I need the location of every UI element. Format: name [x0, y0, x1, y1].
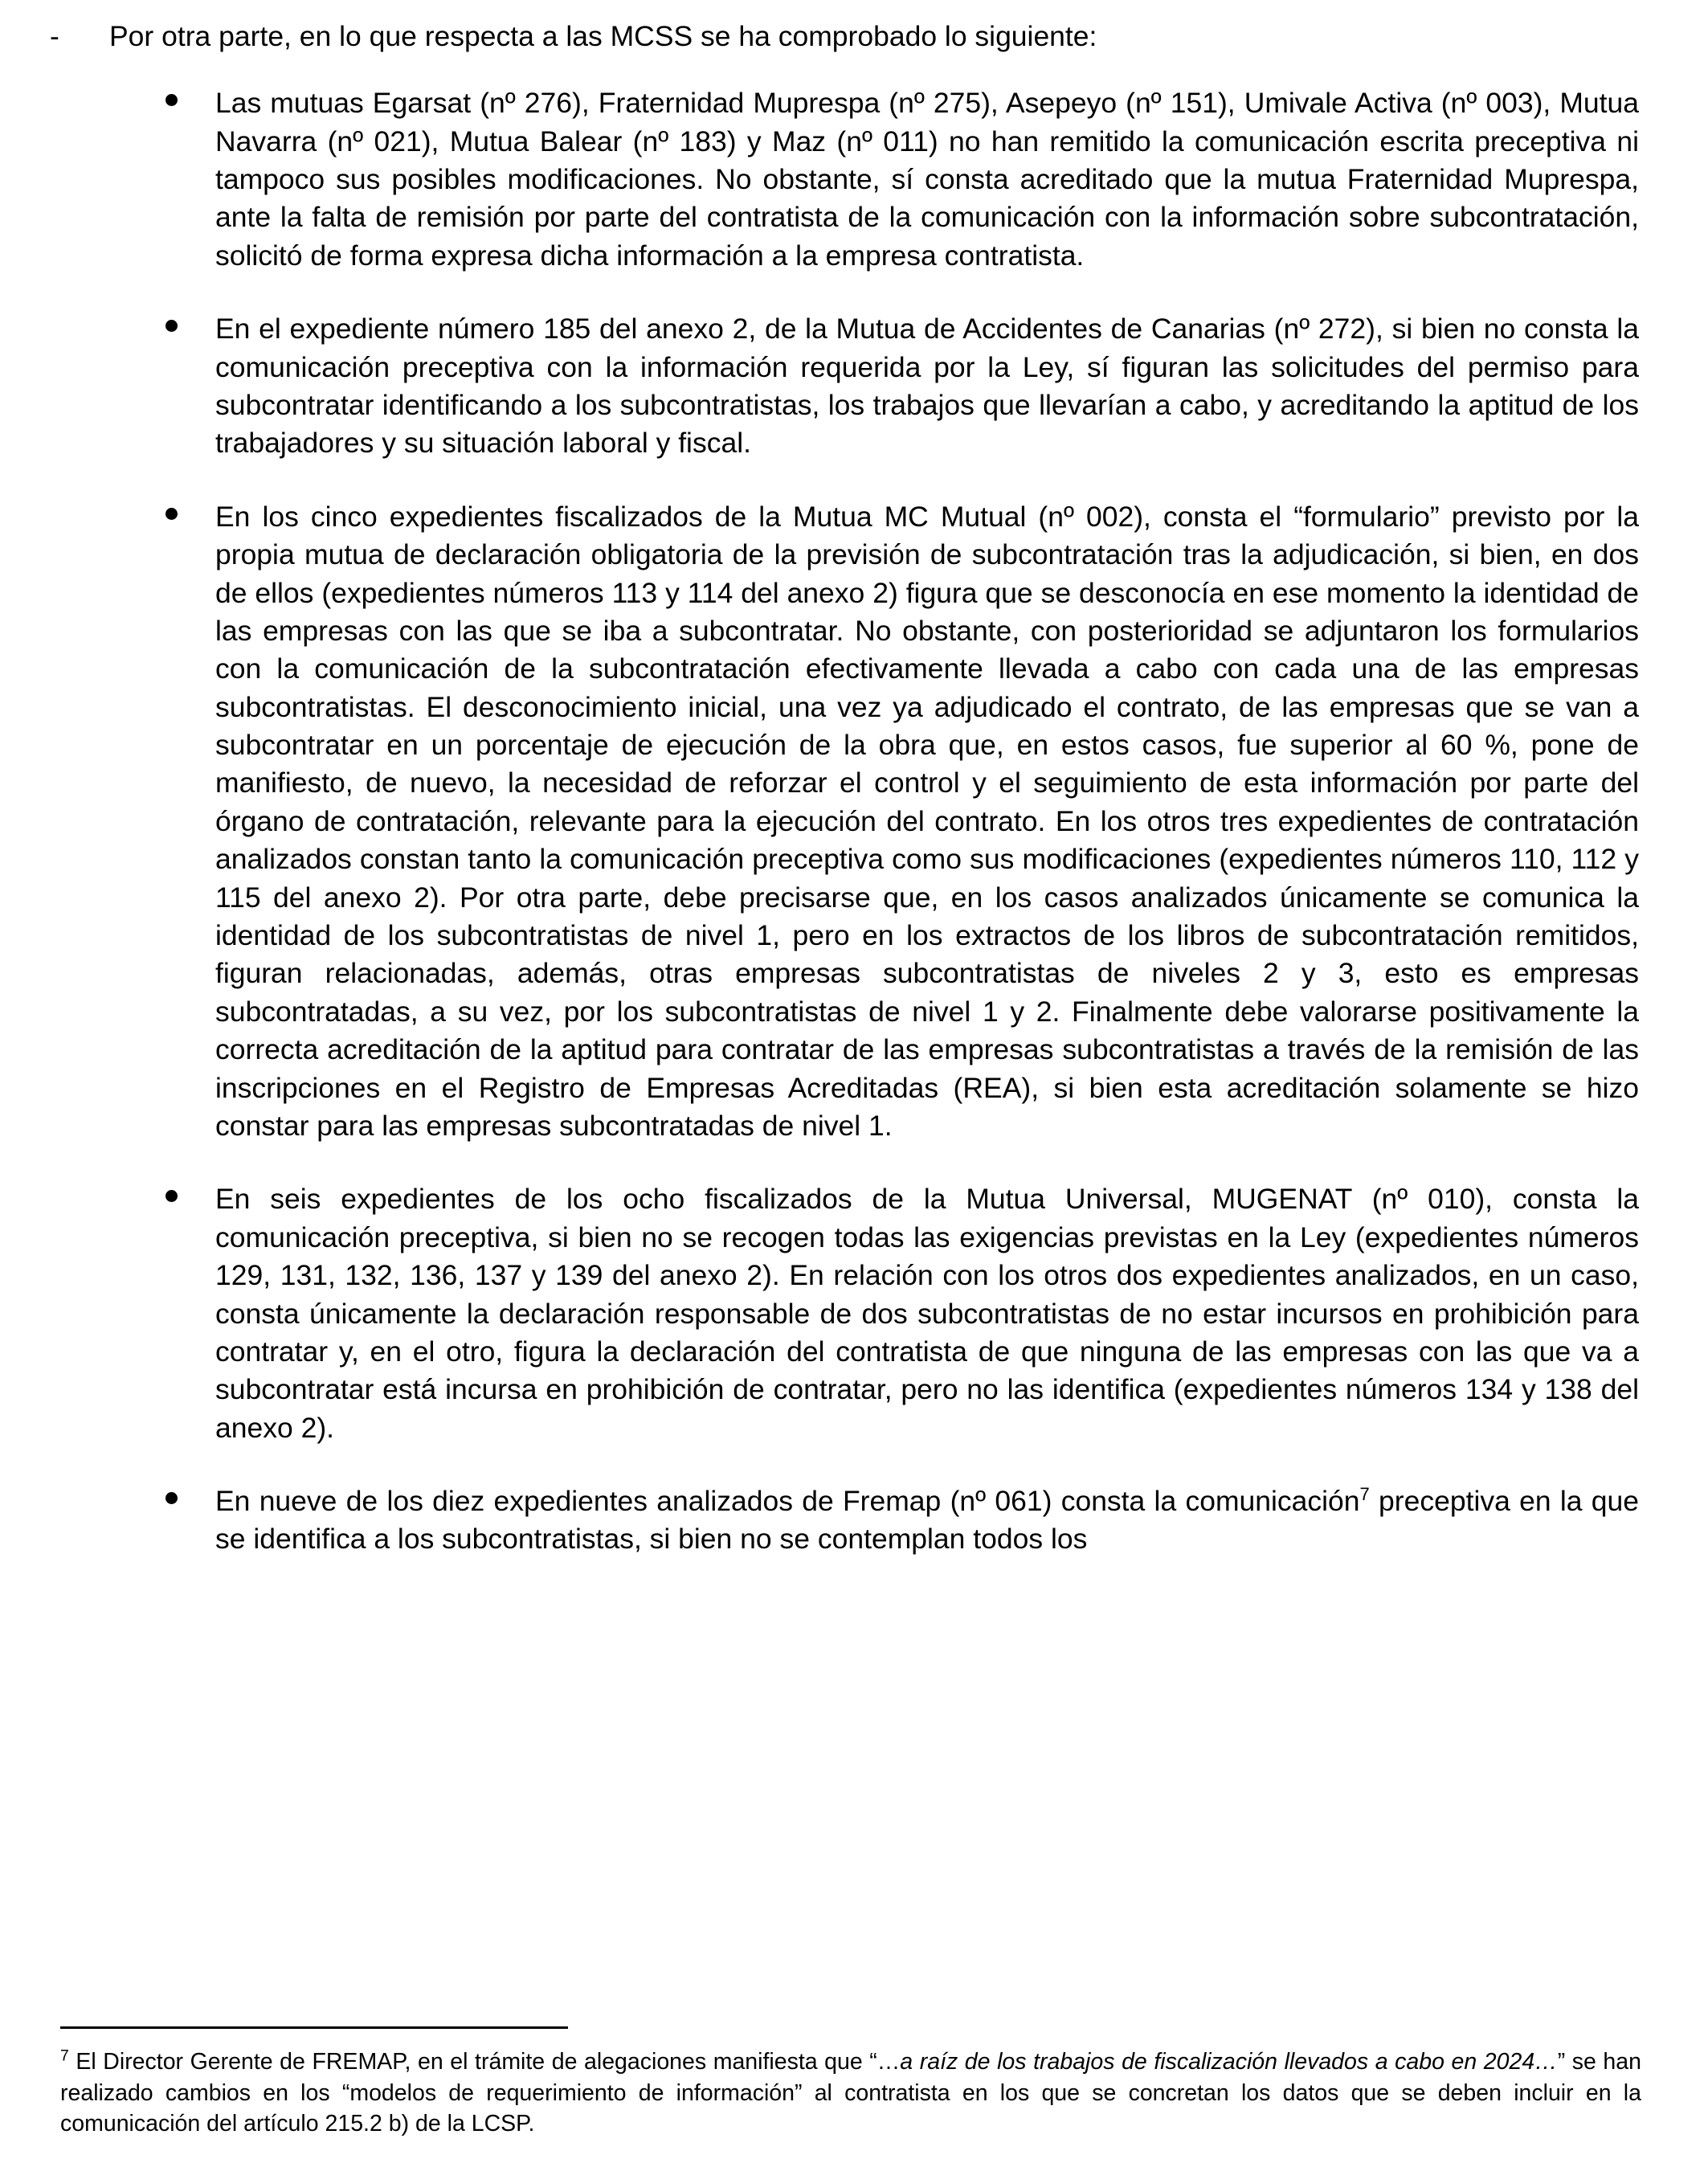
footnote-part-2: ” se han realizado cambios en los “modelos de requerimiento de información” al contratista en los que se concretan los datos que se deben incluir en la comunicación del artículo 215.2 b) de la LCSP.	[60, 2048, 1641, 2137]
list-item-mutuas-sin-comunicacion	[0, 84, 1708, 275]
list-item-mutua-universal-mugenat	[0, 1180, 1708, 1447]
footnote-text	[60, 2047, 1641, 2140]
bullet-point-icon	[165, 1492, 178, 1504]
list-item-mc-mutual	[0, 498, 1708, 1146]
footnote-area	[0, 2026, 1708, 2140]
findings-bullet-list	[0, 84, 1708, 1559]
list-item-text: Las mutuas Egarsat (nº 276), Fraternidad Muprespa (nº 275), Asepeyo (nº 151), Umivale Activa (nº 003), Mutua Navarra (nº 021), Mutua Balear (nº 183) y Maz (nº 011) no han remitido la comunicación escrita preceptiva ni tampoco sus posibles modificaciones. No obstante, sí consta acreditado que la mutua Fraternidad Muprespa, ante la falta de remisión por parte del contratista de la comunicación con la información sobre subcontratación, solicitó de forma expresa dicha información a la empresa contratista.	[215, 87, 1639, 272]
bullet-point-icon	[165, 508, 178, 520]
fremap-text-after-ref: preceptiva en la que se identifica a los subcontratistas, si bien no se contemplan todos los	[215, 1485, 1640, 1556]
list-item-mutua-accidentes-canarias	[0, 310, 1708, 463]
dash-paragraph-intro	[0, 18, 1708, 55]
list-item-fremap	[0, 1482, 1708, 1559]
list-item-text: En el expediente número 185 del anexo 2, de la Mutua de Accidentes de Canarias (nº 272), si bien no consta la comunicación preceptiva con la información requerida por la Ley, sí figuran las solicitudes del permiso para subcontratar identificando a los subcontratistas, los trabajos que llevarían a cabo, y acreditando la aptitud de los trabajadores y su situación laboral y fiscal.	[215, 313, 1639, 460]
list-item-text: En los cinco expedientes fiscalizados de la Mutua MC Mutual (nº 002), consta el “formulario” previsto por la propia mutua de declaración obligatoria de la previsión de subcontratación tras la adjudicación, si bien, en dos de ellos (expedientes números 113 y 114 del anexo 2) figura que se desconocía en ese momento la identidad de las empresas con las que se iba a subcontratar. No obstante, con posterioridad se adjuntaron los formularios con la comunicación de la subcontratación efectivamente llevada a cabo con cada una de las empresas subcontratistas. El desconocimiento inicial, una vez ya adjudicado el contrato, de las empresas que se van a subcontratar en un porcentaje de ejecución de la obra que, en estos casos, fue superior al 60 %, pone de manifiesto, de nuevo, la necesidad de reforzar el control y el seguimiento de esta información por parte del órgano de contratación, relevante para la ejecución del contrato. En los otros tres expedientes de contratación analizados constan tanto la comunicación preceptiva como sus modificaciones (expedientes números 110, 112 y 115 del anexo 2). Por otra parte, debe precisarse que, en los casos analizados únicamente se comunica la identidad de los subcontratistas de nivel 1, pero en los extractos de los libros de subcontratación remitidos, figuran relacionadas, además, otras empresas subcontratistas de niveles 2 y 3, esto es empresas subcontratadas, a su vez, por los subcontratistas de nivel 1 y 2. Finalmente debe valorarse positivamente la correcta acreditación de la aptitud para contratar de las empresas subcontratistas a través de la remisión de las inscripciones en el Registro de Empresas Acreditadas (REA), si bien esta acreditación solamente se hizo constar para las empresas subcontratadas de nivel 1.	[215, 500, 1639, 1142]
footnote-separator-rule	[60, 2026, 568, 2029]
bullet-point-icon	[165, 94, 178, 106]
dash-paragraph-text: Por otra parte, en lo que respecta a las MCSS se ha comprobado lo siguiente:	[109, 20, 1097, 52]
footnote-reference-marker[interactable]: 7	[1359, 1484, 1370, 1505]
bullet-point-icon	[165, 1190, 178, 1202]
footnote-quoted-italic: a raíz de los trabajos de fiscalización llevados a cabo en 2024…	[900, 2048, 1558, 2075]
footnote-number: 7	[60, 2047, 69, 2065]
dash-marker-icon: -	[50, 20, 59, 52]
footnote-part-1: El Director Gerente de FREMAP, en el trámite de alegaciones manifiesta que “…	[68, 2048, 901, 2075]
list-item-text: En seis expedientes de los ocho fiscalizados de la Mutua Universal, MUGENAT (nº 010), consta la comunicación preceptiva, si bien no se recogen todas las exigencias previstas en la Ley (expedientes números 129, 131, 132, 136, 137 y 139 del anexo 2). En relación con los otros dos expedientes analizados, en un caso, consta únicamente la declaración responsable de dos subcontratistas de no estar incursos en prohibición para contratar y, en el otro, figura la declaración del contratista de que ninguna de las empresas con las que va a subcontratar está incursa en prohibición de contratar, pero no las identifica (expedientes números 134 y 138 del anexo 2).	[215, 1183, 1639, 1444]
bullet-point-icon	[165, 320, 178, 332]
list-item-text-fremap	[215, 1482, 1639, 1559]
fremap-text-before-ref: En nueve de los diez expedientes analizados de Fremap (nº 061) consta la comunicación	[215, 1485, 1360, 1518]
